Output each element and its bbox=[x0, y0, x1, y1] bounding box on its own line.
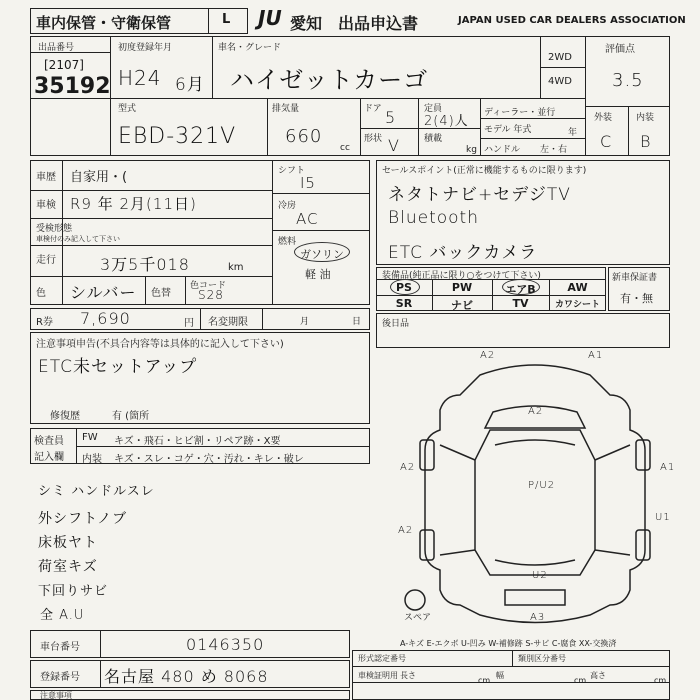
lot-bracket: [2107] bbox=[44, 58, 84, 72]
color-code-label: 色コード bbox=[190, 281, 227, 291]
after-fit-box bbox=[376, 313, 670, 348]
dealer-label: ディーラー・並行 bbox=[484, 108, 556, 118]
repair-label: 修復歴 bbox=[50, 411, 80, 422]
shift-label: シフト bbox=[278, 166, 306, 176]
hand-note-5: 下回りサビ bbox=[38, 584, 109, 599]
notes-label: 注意事項申告(不具合内容等は具体的に記入して下さい) bbox=[36, 339, 284, 350]
notes-value: ETC未セットアップ bbox=[38, 357, 198, 377]
damage-mark-4: A1 bbox=[660, 462, 676, 473]
shape-label: 形状 bbox=[364, 134, 383, 144]
org-name: 愛知 bbox=[290, 14, 323, 33]
handle-value: 左・右 bbox=[540, 145, 568, 155]
shift-value: I5 bbox=[300, 174, 316, 192]
sales-point-3: ETC バックカメラ bbox=[388, 243, 538, 263]
warranty-value: 有・無 bbox=[620, 292, 653, 305]
width-label: 幅 bbox=[496, 671, 504, 680]
fuel-label: 燃料 bbox=[278, 237, 297, 247]
association-name: JAPAN USED CAR DEALERS ASSOCIATION bbox=[458, 15, 686, 26]
damage-mark-8: A2 bbox=[398, 525, 414, 536]
disp-value: 660 bbox=[285, 126, 323, 147]
repair-value: 有 (箇所 bbox=[112, 411, 150, 422]
inspector-label-1: 検査員 bbox=[34, 436, 64, 447]
mileage-label: 走行 bbox=[36, 255, 56, 266]
equip-ps: PS bbox=[396, 281, 412, 294]
inspector-row1: キズ・飛石・ヒビ割・リペア跡・X要 bbox=[114, 436, 281, 447]
inspection-value: R9 年 2月(11日) bbox=[70, 195, 197, 213]
height-unit: cm bbox=[654, 676, 667, 685]
sales-points-label: セールスポイント(正常に機能するものに限ります) bbox=[382, 166, 587, 176]
fuel-value-gasoline: ガソリン bbox=[300, 248, 344, 261]
drive-4wd: 4WD bbox=[548, 76, 572, 87]
lot-number-label: 出品番号 bbox=[38, 43, 75, 53]
chassis-label: 車台番号 bbox=[40, 642, 80, 653]
inspector-label-2: 記入欄 bbox=[34, 452, 64, 463]
ju-logo: JU bbox=[258, 6, 282, 30]
warranty-label: 新車保証書 bbox=[612, 273, 658, 283]
length-label: 長さ bbox=[400, 671, 416, 680]
model-value: ハイゼットカーゴ bbox=[230, 66, 429, 94]
capacity-label: 定員 bbox=[424, 104, 443, 114]
type-label: 型式 bbox=[118, 104, 137, 114]
exterior-value: C bbox=[600, 132, 613, 151]
recv-label: 受検形態 bbox=[36, 224, 73, 234]
r-tax-unit: 円 bbox=[184, 318, 194, 329]
equip-tv: TV bbox=[512, 297, 529, 310]
bottom-note-box bbox=[30, 690, 350, 700]
damage-mark-5: A2 bbox=[400, 462, 416, 473]
bottom-note-label: 注意事項 bbox=[40, 691, 72, 700]
interior-value: B bbox=[640, 132, 652, 151]
category-label: 類別区分番号 bbox=[518, 654, 566, 663]
hand-note-2: 外シフトノブ bbox=[38, 511, 128, 527]
history-value: 自家用・( bbox=[70, 170, 128, 185]
fuel-gasoline-circle bbox=[294, 242, 350, 262]
equip-airbag-circle bbox=[502, 279, 540, 295]
disp-label: 排気量 bbox=[272, 104, 300, 114]
damage-mark-6: U1 bbox=[655, 512, 671, 523]
storage-label: 車内保管・守衛保管 bbox=[36, 14, 172, 32]
grade-value: 3.5 bbox=[612, 70, 644, 91]
drive-2wd: 2WD bbox=[548, 52, 572, 63]
interior-label: 内装 bbox=[636, 113, 655, 123]
grade-label: 評価点 bbox=[605, 44, 635, 55]
equip-aw: AW bbox=[567, 281, 588, 294]
model-year-unit: 年 bbox=[568, 128, 578, 138]
color-change-label: 色替 bbox=[151, 288, 171, 299]
capacity-value: 2(4)人 bbox=[424, 114, 469, 129]
spare-label: スペア bbox=[404, 613, 432, 623]
damage-mark-1: A2 bbox=[480, 350, 496, 361]
inspection-label: 車検 bbox=[36, 200, 56, 211]
equip-ps-circle bbox=[390, 279, 420, 295]
equip-airbag: エアB bbox=[505, 283, 536, 296]
ac-value: AC bbox=[296, 210, 319, 228]
sales-point-2: Bluetooth bbox=[388, 208, 479, 228]
damage-mark-2: A1 bbox=[588, 350, 604, 361]
chassis-value: 0146350 bbox=[186, 635, 265, 654]
first-reg-label: 初度登録年月 bbox=[118, 43, 173, 53]
load-unit: kg bbox=[466, 145, 477, 155]
length-unit: cm bbox=[478, 676, 491, 685]
type-value: EBD-321V bbox=[118, 124, 237, 149]
name-change-month: 月 bbox=[300, 317, 310, 327]
model-label: 車名・グレード bbox=[218, 43, 282, 53]
disp-unit: cc bbox=[340, 143, 350, 153]
equip-navi: ナビ bbox=[451, 299, 473, 312]
color-code-value: S28 bbox=[198, 288, 224, 302]
hand-note-6: 全 A.U bbox=[40, 608, 85, 623]
reg-value: 名古屋 480 め 8068 bbox=[104, 667, 269, 686]
damage-legend: A-キズ E-エクボ U-凹み W-補修跡 S-サビ C-腐食 XX-交換済 bbox=[400, 639, 617, 648]
equip-sr: SR bbox=[395, 297, 413, 310]
name-change-label: 名変期限 bbox=[208, 317, 248, 328]
reg-label: 登録番号 bbox=[40, 672, 80, 683]
cert-label: 形式認定番号 bbox=[358, 654, 406, 663]
sales-point-1: ネタトナビ+セデジTV bbox=[388, 185, 571, 205]
history-label: 車歴 bbox=[36, 172, 56, 183]
mileage-value: 3万5千018 bbox=[100, 255, 190, 274]
damage-mark-3: A2 bbox=[528, 406, 544, 417]
damage-mark-7: P/U2 bbox=[528, 480, 556, 491]
form-title: 出品申込書 bbox=[338, 14, 419, 33]
exterior-label: 外装 bbox=[594, 113, 613, 123]
equip-kawaseat: カワシート bbox=[554, 300, 600, 310]
color-label: 色 bbox=[36, 288, 46, 299]
mileage-unit: km bbox=[228, 262, 244, 273]
ac-label: 冷房 bbox=[278, 201, 297, 211]
width-unit: cm bbox=[574, 676, 587, 685]
damage-mark-9: U2 bbox=[532, 570, 548, 581]
model-year-label: モデル 年式 bbox=[484, 125, 532, 135]
inspector-row1-head: FW bbox=[82, 432, 98, 443]
hand-note-4: 荷室キズ bbox=[38, 559, 98, 575]
recv-note: 車検付のみ記入して下さい bbox=[36, 235, 120, 243]
equip-pw: PW bbox=[451, 281, 473, 294]
storage-mark: L bbox=[222, 12, 231, 27]
lot-number: 35192 bbox=[34, 74, 111, 99]
height-label: 高さ bbox=[590, 671, 606, 680]
equipment-label: 装備品(純正品に限り○をつけて下さい) bbox=[382, 271, 541, 281]
after-fit-label: 後日品 bbox=[382, 319, 410, 329]
load-label: 積載 bbox=[424, 134, 443, 144]
handle-label: ハンドル bbox=[484, 145, 521, 155]
inspector-row2: キズ・スレ・コゲ・穴・汚れ・キレ・破レ bbox=[114, 454, 304, 465]
r-tax-value: 7,690 bbox=[80, 309, 131, 328]
name-change-day: 日 bbox=[352, 317, 362, 327]
doors-label: ドア bbox=[364, 104, 382, 114]
hand-note-3: 床板ヤト bbox=[38, 535, 98, 551]
color-value: シルバー bbox=[70, 283, 137, 302]
first-reg-era: H24 bbox=[118, 66, 162, 90]
r-tax-label: R券 bbox=[36, 317, 53, 328]
first-reg-month: 6月 bbox=[175, 75, 205, 95]
hand-note-1: シミ ハンドルスレ bbox=[38, 484, 155, 499]
doors-value: 5 bbox=[385, 108, 397, 127]
inspector-row2-head: 内装 bbox=[82, 454, 102, 465]
damage-mark-10: A3 bbox=[530, 612, 546, 623]
shape-value: V bbox=[388, 136, 400, 155]
fuel-value-diesel: 軽 油 bbox=[305, 268, 331, 281]
cert-no-label: 車検証明用 bbox=[358, 671, 398, 680]
